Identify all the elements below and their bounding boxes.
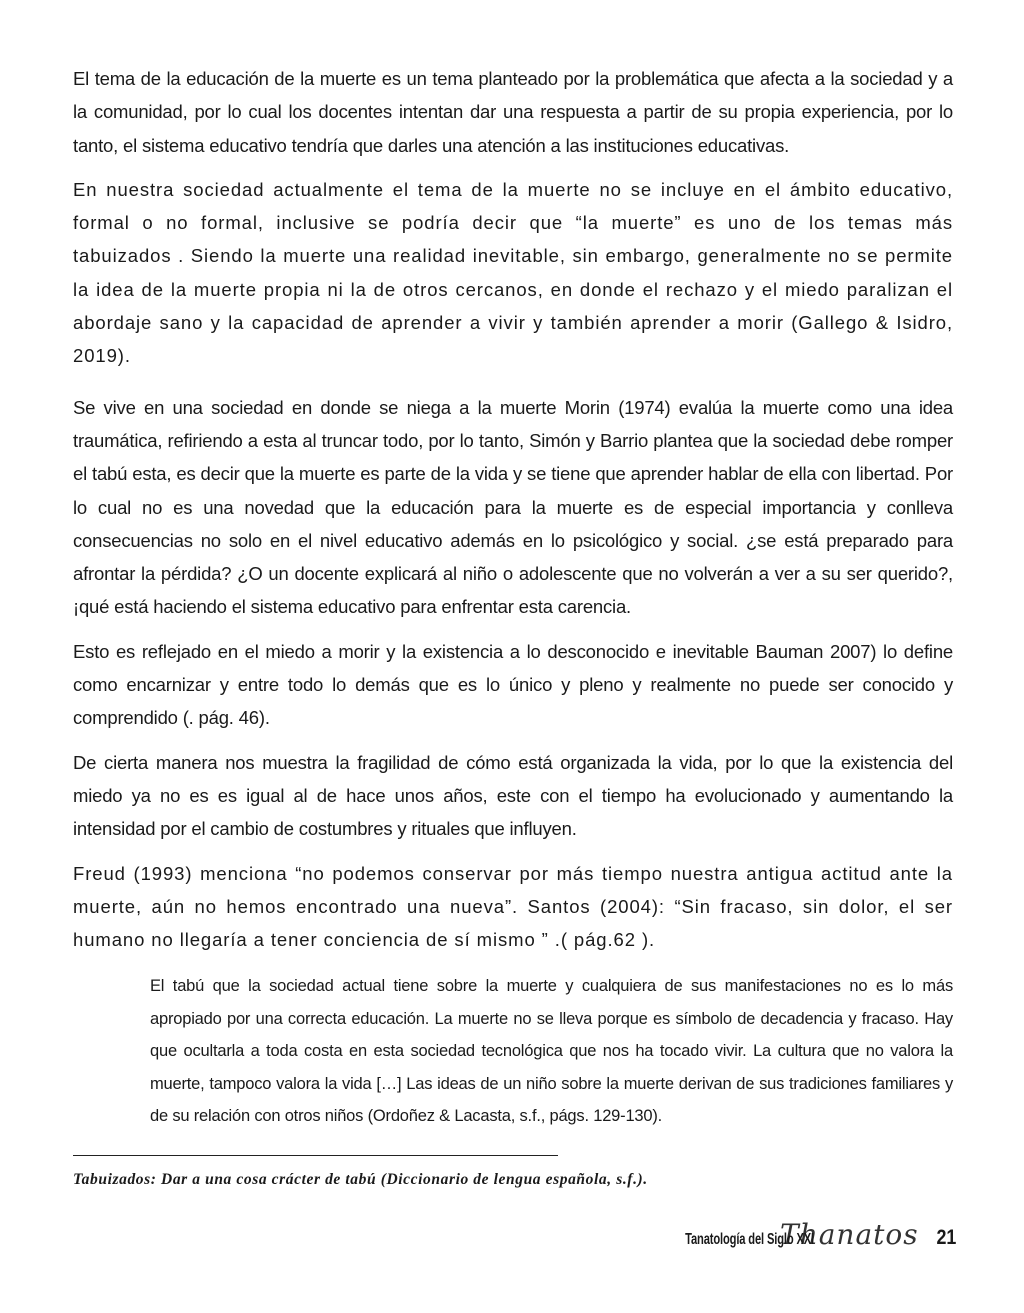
paragraph-4: Esto es reflejado en el miedo a morir y la existencia a lo desconocido e inevitable Bauman 2007) lo define como encarnizar y entre todo lo demás que es lo único y pleno y realmente no puede ser conocido y comprendido (. pág. 46).: [73, 640, 953, 729]
footnote-divider: [73, 1155, 558, 1156]
paragraph-2: En nuestra sociedad actualmente el tema de la muerte no se incluye en el ámbito educativo, formal o no formal, inclusive se podría decir que “la muerte” es uno de los temas más tabuizados . Siendo la muerte una realidad inevitable, sin embargo, generalmente no se permite la idea de la muerte propia ni la de otros cercanos, en donde el rechazo y el miedo paralizan el abordaje sano y la capacidad de aprender a vivir y también aprender a morir (Gallego & Isidro, 2019).: [73, 178, 953, 367]
footnote: Tabuizados: Dar a una cosa crácter de tabú (Diccionario de lengua española, s.f.).: [73, 1171, 648, 1188]
page-number: 21: [936, 1226, 956, 1249]
paragraph-6: Freud (1993) menciona “no podemos conservar por más tiempo nuestra antigua actitud ante la muerte, aún no hemos encontrado una nueva”. Santos (2004): “Sin fracaso, sin dolor, el ser humano no llegaría a tener conciencia de sí mismo ” .( pág.62 ).: [73, 862, 953, 951]
page-body: [73, 62, 953, 1133]
page-footer: [635, 1218, 956, 1251]
thanatos-logo: Thanatos: [780, 1218, 919, 1251]
paragraph-1: El tema de la educación de la muerte es un tema planteado por la problemática que afecta a la sociedad y a la comunidad, por lo cual los docentes intentan dar una respuesta a partir de su propia experiencia, por lo tanto, el sistema educativo tendría que darles una atención a las instituciones educativas.: [73, 68, 953, 156]
paragraph-5: De cierta manera nos muestra la fragilidad de cómo está organizada la vida, por lo que la existencia del miedo ya no es es igual al de hace unos años, este con el tiempo ha evolucionado y aumentando la intensidad por el cambio de costumbres y rituales que influyen.: [73, 751, 953, 840]
block-quote: El tabú que la sociedad actual tiene sobre la muerte y cualquiera de sus manifestaciones no es lo más apropiado por una correcta educación. La muerte no se lleva porque es símbolo de decadencia y fracaso. Hay que ocultarla a toda costa en esta sociedad tecnológica que nos ha tocado vivir. La cultura que no valora la muerte, tampoco valora la vida […] Las ideas de un niño sobre la muerte derivan de sus tradiciones familiares y de su relación con otros niños (Ordoñez & Lacasta, s.f., págs. 129-130).: [150, 977, 953, 1126]
paragraph-3: Se vive en una sociedad en donde se niega a la muerte Morin (1974) evalúa la muerte como una idea traumática, refiriendo a esta al truncar todo, por lo tanto, Simón y Barrio plantea que la sociedad debe romper el tabú esta, es decir que la muerte es parte de la vida y se tiene que aprender hablar de ella con libertad. Por lo cual no es una novedad que la educación para la muerte es de especial importancia y conlleva consecuencias no solo en el nivel educativo además en lo psicológico y social. ¿se está preparado para afrontar la pérdida? ¿O un docente explicará al niño o adolescente que no volverán a ver a su ser querido?, ¡qué está haciendo el sistema educativo para enfrentar esta carencia.: [73, 396, 953, 618]
journal-title: Tanatología del Siglo XXI: [685, 1231, 815, 1248]
